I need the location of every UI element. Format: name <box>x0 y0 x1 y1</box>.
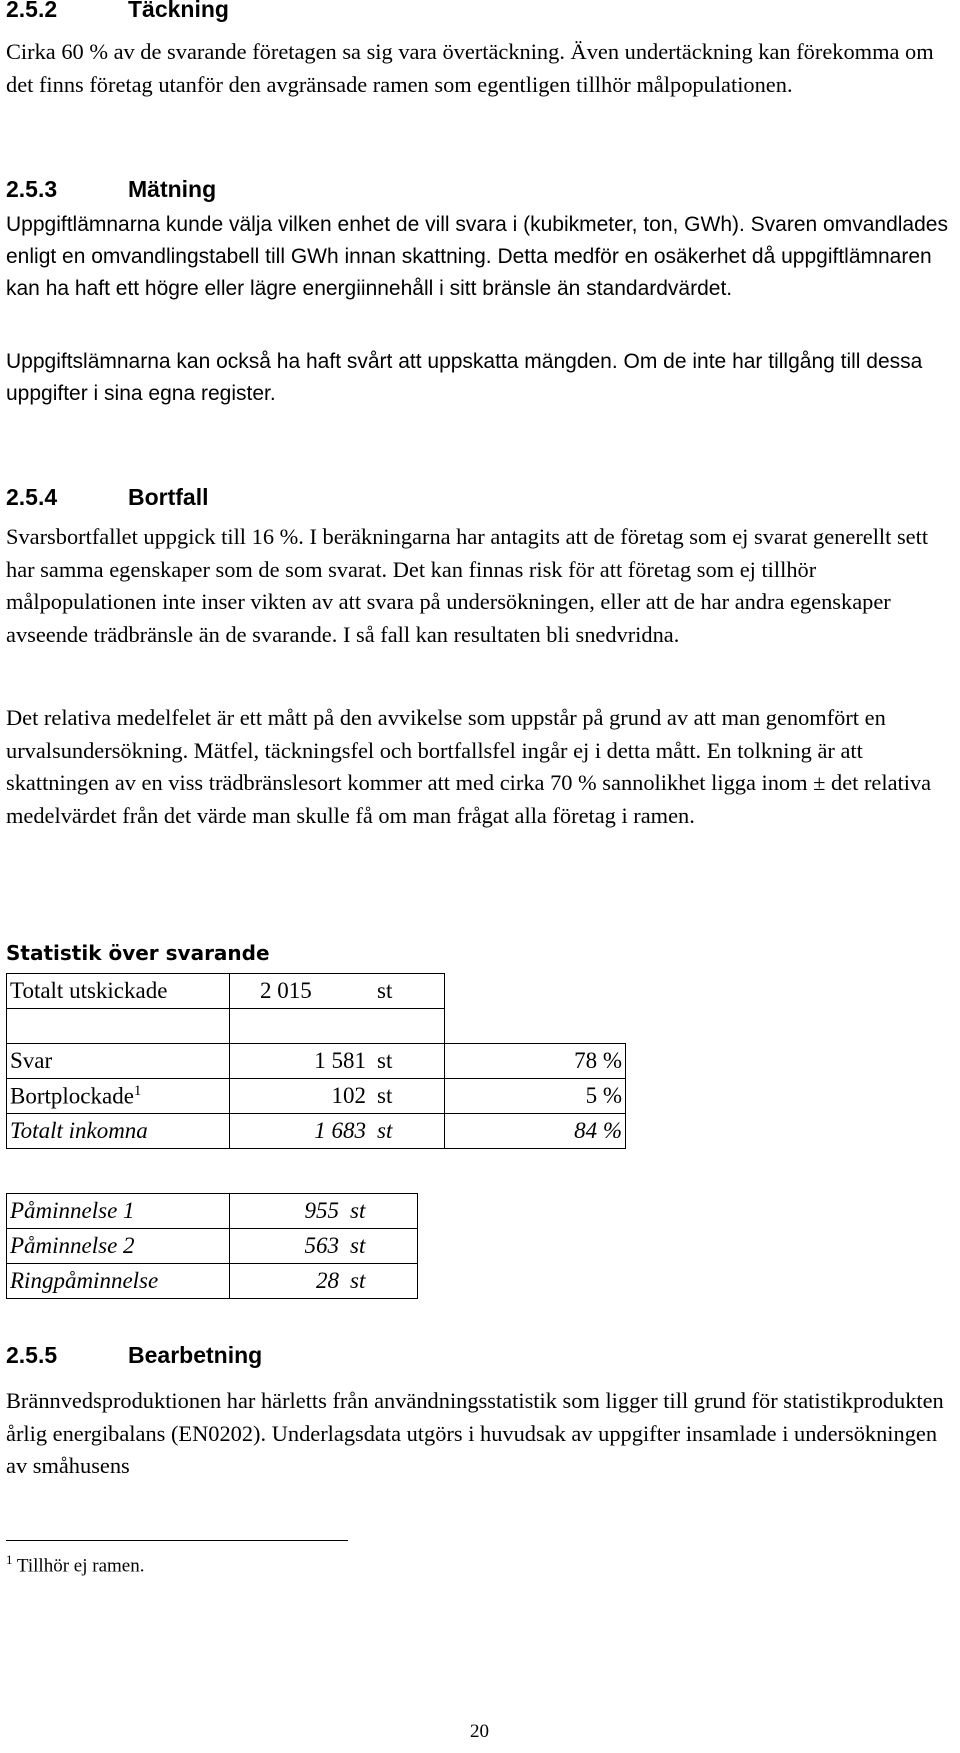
reminder-unit: st <box>342 1264 418 1299</box>
reminder-value: 28 <box>230 1264 343 1299</box>
row-label: Svar <box>7 1044 230 1079</box>
sent-label: Totalt utskickade <box>7 974 230 1009</box>
table-row <box>7 1044 626 1079</box>
table-row <box>7 974 626 1009</box>
stats-table <box>6 973 626 1149</box>
section-heading-2-5-2 <box>6 0 229 23</box>
table-row <box>7 1114 626 1149</box>
paragraph-bortfall-1: Svarsbortfallet uppgick till 16 %. I beräkningarna har antagits att de företag som ej svarat generellt sett har samma egenskaper som de som svarat. Det kan finnas risk för att företag som ej tillhör målpopulationen inte inser vikten av att svara på undersökningen, eller att de har andra egenskaper avseende trädbränsle än de svarande. I så fall kan resultaten bli snedvridna. <box>6 524 929 647</box>
footnote-mark: 1 <box>6 1552 13 1567</box>
section-number: 2.5.3 <box>6 176 58 202</box>
paragraph-matning-2: Uppgiftslämnarna kan också ha haft svårt att uppskatta mängden. Om de inte har tillgång till dessa uppgifter i sina egna register. <box>6 350 923 405</box>
footnote-separator <box>6 1540 348 1541</box>
reminder-value: 955 <box>230 1194 343 1229</box>
section-title: Bearbetning <box>128 1342 263 1368</box>
section-heading-2-5-5 <box>6 1342 262 1369</box>
row-value: 1 683 <box>230 1114 370 1149</box>
paragraph-bearbetning: Brännvedsproduktionen har härletts från användningsstatistik som ligger till grund för statistikprodukten årlig energibalans (EN0202). Underlagsdata utgörs i huvudsak av uppgifter insamlade i undersökningen av småhusens <box>6 1388 944 1478</box>
reminders-table <box>6 1193 418 1299</box>
reminder-unit: st <box>342 1229 418 1264</box>
paragraph-matning-1: Uppgiftlämnarna kunde välja vilken enhet de vill svara i (kubikmeter, ton, GWh). Svaren omvandlades enligt en omvandlingstabell till GWh innan skattning. Detta medför en osäkerhet då uppgiftlämnaren kan ha haft ett högre eller lägre energiinnehåll i sitt bränsle än standardvärdet. <box>6 213 948 300</box>
table-row <box>7 1229 418 1264</box>
section-title: Täckning <box>128 0 229 22</box>
row-percent: 84 % <box>445 1114 626 1149</box>
row-percent: 5 % <box>445 1079 626 1114</box>
row-value: 1 581 <box>230 1044 370 1079</box>
table-row <box>7 1194 418 1229</box>
table-row <box>7 1264 418 1299</box>
paragraph-tackning: Cirka 60 % av de svarande företagen sa sig vara övertäckning. Även undertäckning kan förekomma om det finns företag utanför den avgränsade ramen som egentligen tillhör målpopulationen. <box>6 39 934 97</box>
table-title: Statistik över svarande <box>6 941 270 965</box>
section-title: Bortfall <box>128 484 209 510</box>
paragraph-bortfall-2: Det relativa medelfelet är ett mått på den avvikelse som uppstår på grund av att man genomfört en urvalsundersökning. Mätfel, täckningsfel och bortfallsfel ingår ej i detta mått. En tolkning är att skattningen av en viss trädbränslesort kommer att med cirka 70 % sannolikhet ligga inom ± det relativa medelvärdet från det värde man skulle få om man frågat alla företag i ramen. <box>6 705 932 828</box>
reminder-value: 563 <box>230 1229 343 1264</box>
sent-value: 2 015 <box>230 974 370 1009</box>
section-number: 2.5.2 <box>6 0 58 22</box>
section-number: 2.5.5 <box>6 1342 58 1368</box>
row-unit: st <box>369 1114 445 1149</box>
reminder-unit: st <box>342 1194 418 1229</box>
row-value: 102 <box>230 1079 370 1114</box>
reminder-label: Ringpåminnelse <box>7 1264 230 1299</box>
sent-unit: st <box>369 974 445 1009</box>
row-unit: st <box>369 1044 445 1079</box>
row-unit: st <box>369 1079 445 1114</box>
footnote <box>6 1552 144 1577</box>
section-heading-2-5-3 <box>6 176 216 203</box>
reminder-label: Påminnelse 1 <box>7 1194 230 1229</box>
footnote-ref: 1 <box>133 1082 142 1099</box>
table-row <box>7 1079 626 1114</box>
row-percent: 78 % <box>445 1044 626 1079</box>
row-label: Totalt inkomna <box>7 1114 230 1149</box>
section-title: Mätning <box>128 176 217 202</box>
section-heading-2-5-4 <box>6 484 209 511</box>
page-number: 20 <box>470 1721 489 1742</box>
row-label: Bortplockade$^1$ <box>7 1079 230 1114</box>
table-row-empty <box>7 1009 626 1044</box>
section-number: 2.5.4 <box>6 484 58 510</box>
footnote-text: Tillhör ej ramen. <box>16 1555 145 1577</box>
reminder-label: Påminnelse 2 <box>7 1229 230 1264</box>
